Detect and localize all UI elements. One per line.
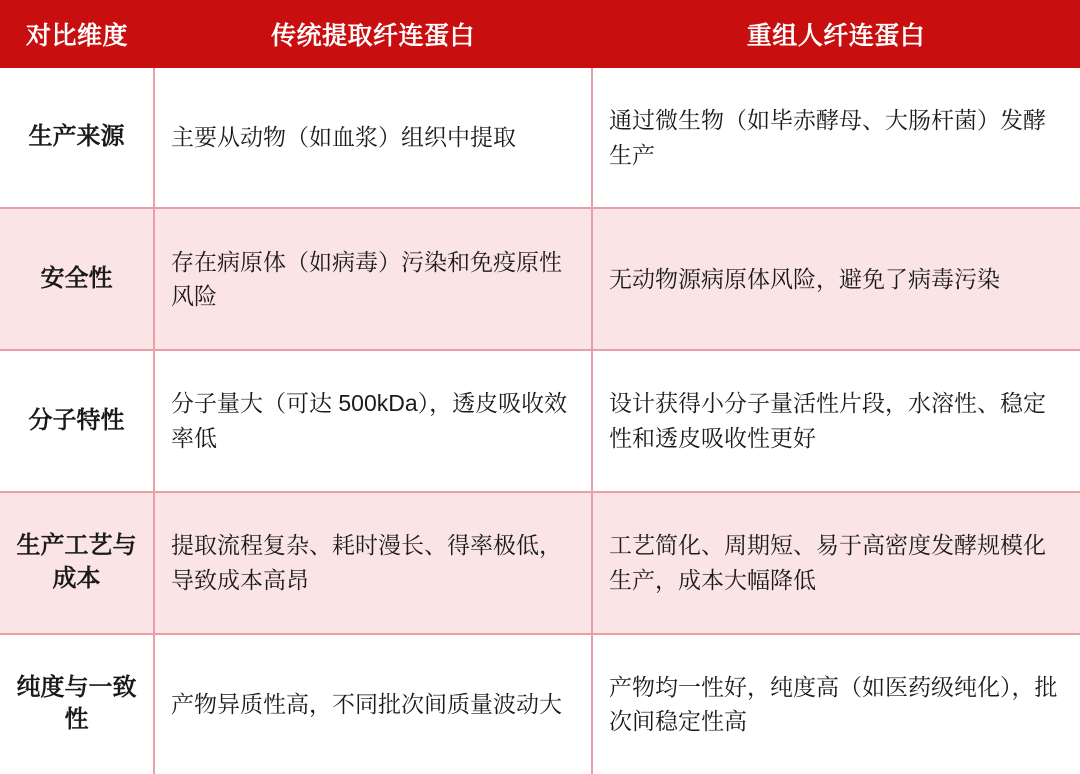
column-header-recombinant: 重组人纤连蛋白	[592, 0, 1080, 68]
table-row	[0, 350, 1080, 492]
row-dimension: 生产来源	[0, 68, 154, 208]
row-traditional: 分子量大（可达 500kDa），透皮吸收效率低	[154, 350, 592, 492]
row-recombinant: 无动物源病原体风险，避免了病毒污染	[592, 208, 1080, 350]
table-header	[0, 0, 1080, 68]
column-header-traditional: 传统提取纤连蛋白	[154, 0, 592, 68]
table-row	[0, 68, 1080, 208]
row-dimension: 生产工艺与成本	[0, 492, 154, 634]
table-row	[0, 634, 1080, 774]
table-row	[0, 208, 1080, 350]
row-traditional: 产物异质性高，不同批次间质量波动大	[154, 634, 592, 774]
row-dimension: 纯度与一致性	[0, 634, 154, 774]
row-traditional: 提取流程复杂、耗时漫长、得率极低，导致成本高昂	[154, 492, 592, 634]
column-header-dimension: 对比维度	[0, 0, 154, 68]
row-dimension: 安全性	[0, 208, 154, 350]
table-row	[0, 492, 1080, 634]
row-dimension: 分子特性	[0, 350, 154, 492]
row-traditional: 存在病原体（如病毒）污染和免疫原性风险	[154, 208, 592, 350]
row-recombinant: 通过微生物（如毕赤酵母、大肠杆菌）发酵生产	[592, 68, 1080, 208]
table-body	[0, 68, 1080, 774]
header-row	[0, 0, 1080, 68]
row-recombinant: 设计获得小分子量活性片段，水溶性、稳定性和透皮吸收性更好	[592, 350, 1080, 492]
row-recombinant: 工艺简化、周期短、易于高密度发酵规模化生产，成本大幅降低	[592, 492, 1080, 634]
row-traditional: 主要从动物（如血浆）组织中提取	[154, 68, 592, 208]
row-recombinant: 产物均一性好，纯度高（如医药级纯化），批次间稳定性高	[592, 634, 1080, 774]
